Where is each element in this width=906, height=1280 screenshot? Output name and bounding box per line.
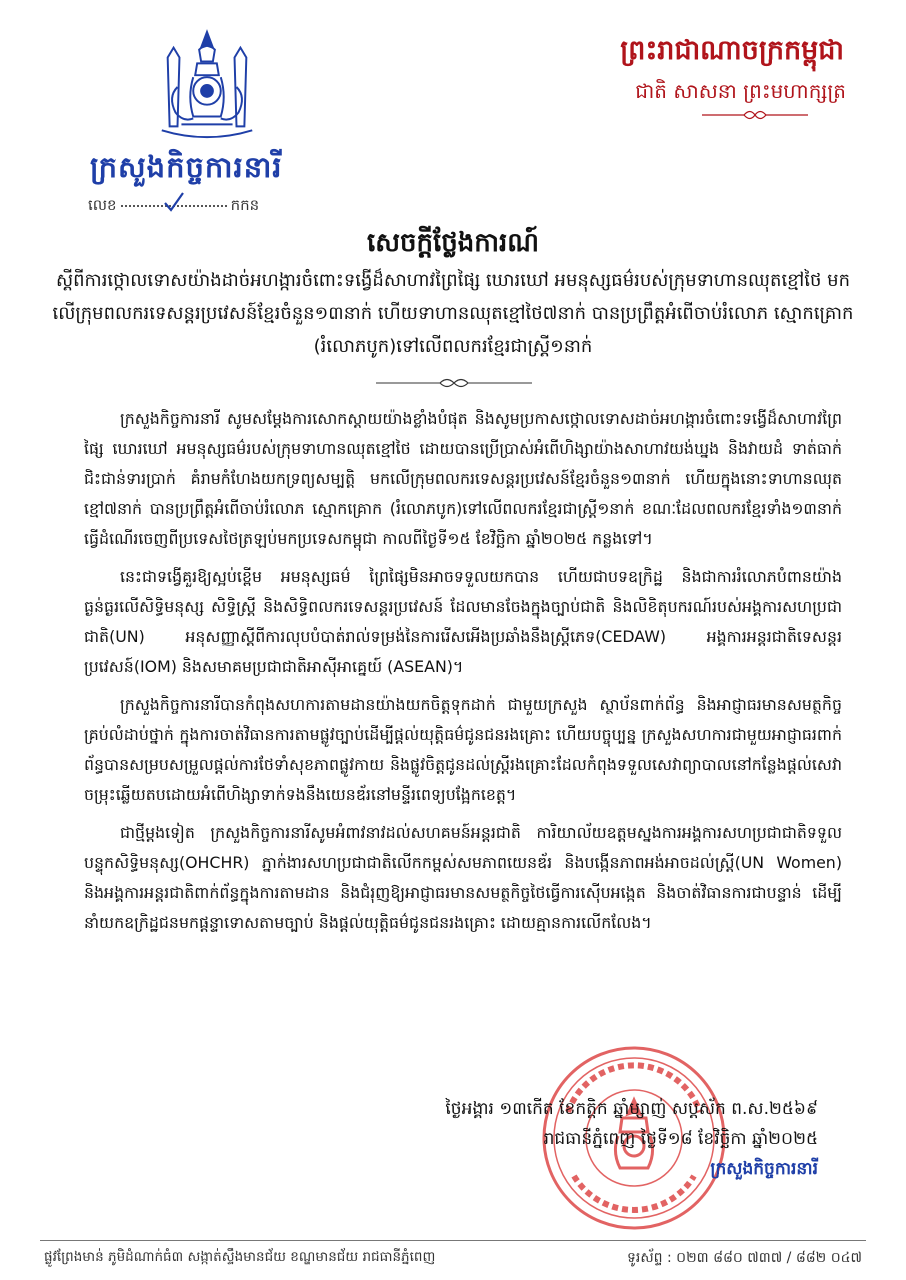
ref-number-blank (121, 205, 227, 207)
body-paragraph-4: ជាថ្មីម្ដងទៀត ក្រសួងកិច្ចការនារីសូមអំពាវនាវដល់សហគមន៍អន្តរជាតិ ការិយាល័យឧត្តមស្នងការអង្គការសហប្រជាជាតិទទួលបន្ទុកសិទ្ធិមនុស្ស(OHCHR) ភ្នាក់ងារសហប្រជាជាតិលើកកម្ពស់សមភាពយេនឌ័រ និងបង្កើនភាពអង់អាចដល់ស្ត្រី(UN Women) និងអង្គការអន្តរជាតិពាក់ព័ន្ធក្នុងការតាមដាន និងជំរុញឱ្យអាជ្ញាធរមានសមត្ថកិច្ចថៃធ្វើការស៊ើបអង្កេត និងចាត់វិធានការជាបន្ទាន់ ដើម្បីនាំយកឧក្រិដ្ឋជនមកផ្ដន្ទាទោសតាមច្បាប់ និងផ្ដល់យុត្តិធម៌ជូនជនរងគ្រោះ ដោយគ្មានការលើកលែង។ (84, 823, 842, 932)
footer-divider (40, 1240, 866, 1241)
kingdom-title: ព្រះរាជាណាចក្រកម្ពុជា (620, 35, 844, 66)
body-paragraph-1: ក្រសួងកិច្ចការនារី សូមសម្ដែងការសោកស្ដាយយ៉ាងខ្លាំងបំផុត និងសូមប្រកាសថ្កោលទោសដាច់អហង្ការចំពោះទង្វើដ៏សាហាវព្រៃផ្សៃ ឃោរឃៅ អមនុស្សធម៌របស់ក្រុមទាហានឈុតខ្មៅថៃ ដោយបានប្រើប្រាស់អំពើហិង្សាយ៉ាងសាហាវយង់ឃ្នង និងវាយដំ ទាត់ធាក់ ជិះជាន់ទារប្រាក់ គំរាមកំហែងយកទ្រព្យសម្បត្តិ មកលើក្រុមពលករទេសន្តរប្រវេសន៍ខ្មែរចំនួន១៣នាក់ ហើយក្នុងនោះទាហានឈុតខ្មៅ៧នាក់ បានប្រព្រឹត្តអំពើចាប់រំលោភ ស្មោកគ្រោក (រំលោភបូក)ទៅលើពលករខ្មែរជាស្ត្រី១នាក់ ខណៈដែលពលករខ្មែរទាំង១៣នាក់ ធ្វើដំណើរចេញពីប្រទេសថៃត្រឡប់មកប្រទេសកម្ពុជា កាលពីថ្ងៃទី១៥ ខែវិច្ឆិកា ឆ្នាំ២០២៥ កន្លងទៅ។ (84, 409, 842, 548)
footer-address: ផ្លូវព្រែងមាន់ ភូមិដំណាក់ធំ៣ សង្កាត់ស្ទឹងមានជ័យ ខណ្ឌមានជ័យ រាជធានីភ្នំពេញ (44, 1249, 436, 1265)
body-paragraph-2: នេះជាទង្វើគួរឱ្យស្អប់ខ្ពើម អមនុស្សធម៌ ព្រៃផ្សៃមិនអាចទទួលយកបាន ហើយជាបទឧក្រិដ្ឋ និងជាការរំលោភបំពានយ៉ាងធ្ងន់ធ្ងរលើសិទ្ធិមនុស្ស សិទ្ធិស្ត្រី និងសិទ្ធិពលករទេសន្តរប្រវេសន៍ ដែលមានចែងក្នុងច្បាប់ជាតិ និងលិខិតុបករណ៍របស់អង្គការសហប្រជាជាតិ(UN) អនុសញ្ញាស្ដីពីការលុបបំបាត់រាល់ទម្រង់នៃការរើសអើងប្រឆាំងនឹងស្ត្រីភេទ(CEDAW) អង្គការអន្តរជាតិទេសន្តរប្រវេសន៍(IOM) និងសមាគមប្រជាជាតិអាស៊ីអាគ្នេយ៍ (ASEAN)។ (84, 567, 842, 676)
ministry-name: ក្រសួងកិច្ចការនារី (90, 150, 283, 184)
statement-body (84, 404, 842, 946)
ref-suffix: កកន (230, 196, 260, 214)
ornament-divider-icon (374, 376, 534, 390)
reference-number-line (88, 196, 259, 218)
body-paragraph-3: ក្រសួងកិច្ចការនារីបានកំពុងសហការតាមដានយ៉ាងយកចិត្តទុកដាក់ ជាមួយក្រសួង ស្ថាប័នពាក់ព័ន្ធ និងអាជ្ញាធរមានសមត្ថកិច្ចគ្រប់លំដាប់ថ្នាក់ ក្នុងការចាត់វិធានការតាមផ្លូវច្បាប់ដើម្បីផ្ដល់យុត្តិធម៌ជូនជនរងគ្រោះ ហើយបច្ចុប្បន្ន ក្រសួងសហការជាមួយអាជ្ញាធរពាក់ព័ន្ធបានសម្របសម្រួលផ្ដល់ការថែទាំសុខភាពផ្លូវកាយ និងផ្លូវចិត្តជូនដល់ស្ត្រីរងគ្រោះដែលកំពុងទទួលសេវាព្យាបាលនៅកន្លែងផ្ដល់សេវាចម្រុះឆ្លើយតបដោយអំពើហិង្សាទាក់ទងនឹងយេនឌ័រនៅមន្ទីរពេទ្យបង្អែកខេត្ត។ (84, 695, 842, 804)
solar-date: រាជធានីភ្នំពេញ ថ្ងៃទី១៨ ខែវិច្ឆិកា ឆ្នាំ២០២៥ (543, 1129, 818, 1149)
lunar-date: ថ្ងៃអង្គារ ១៣កើត ខែកត្តិក ឆ្នាំម្សាញ់ សប្តស័ក ព.ស.២៥៦៩ (445, 1099, 818, 1119)
ref-prefix: លេខ (88, 196, 117, 214)
national-motto: ជាតិ សាសនា ព្រះមហាក្សត្រ (635, 79, 846, 103)
checkmark-icon (163, 191, 185, 213)
royal-emblem-icon (148, 28, 266, 146)
signatory-organization: ក្រសួងកិច្ចការនារី (710, 1159, 818, 1179)
date-signature-block (378, 1094, 818, 1184)
ornament-divider-icon (700, 108, 810, 122)
document-subtitle: ស្ដីពីការថ្កោលទោសយ៉ាងដាច់អហង្ការចំពោះទង្វើដ៏សាហាវព្រៃផ្សៃ ឃោរឃៅ អមនុស្សធម៌របស់ក្រុមទាហានឈុតខ្មៅថៃ មកលើក្រុមពលករទេសន្តរប្រវេសន៍ខ្មែរចំនួន១៣នាក់ ហើយទាហានឈុតខ្មៅថៃ៧នាក់ បានប្រព្រឹត្តអំពើចាប់រំលោភ ស្មោកគ្រោក (រំលោភបូក)ទៅលើពលករខ្មែរជាស្ត្រី១នាក់ (52, 270, 854, 357)
document-title: សេចក្ដីថ្លែងការណ៍ (366, 228, 540, 258)
footer-phone: ទូរស័ព្ទ : ០២៣ ៨៨០ ៧៣៧ / ៨៨២ ០៤៧ (627, 1250, 862, 1266)
